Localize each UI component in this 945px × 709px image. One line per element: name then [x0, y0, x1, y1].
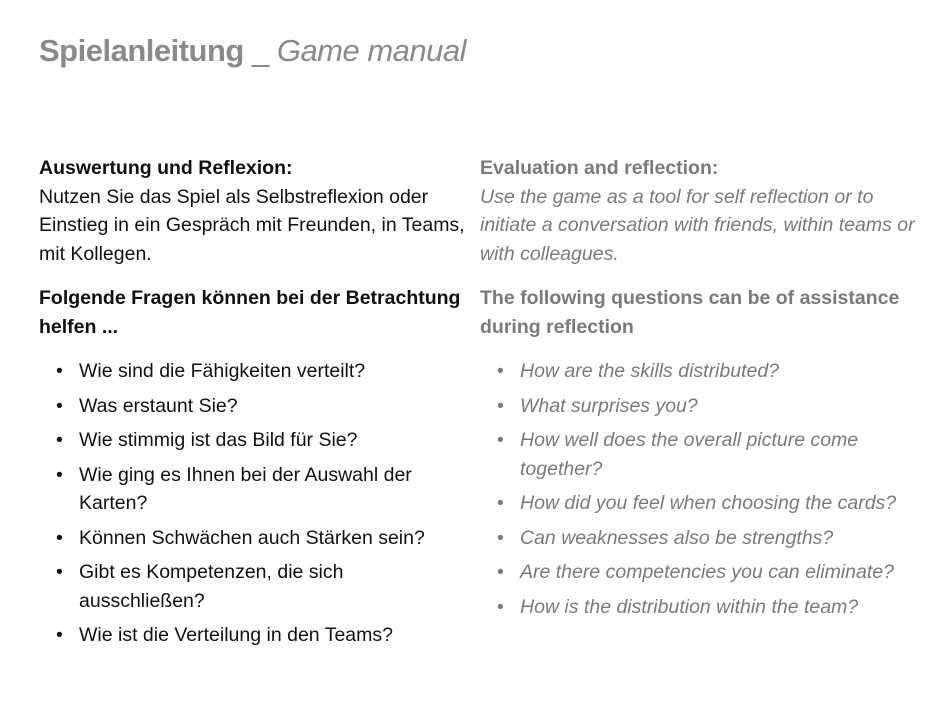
question-item — [480, 558, 920, 587]
english-questions-heading: The following questions can be of assistance during reflection — [480, 287, 900, 338]
title-separator: _ — [243, 33, 277, 68]
german-question-list — [39, 357, 469, 650]
question-item — [39, 357, 469, 386]
english-question-list — [480, 357, 920, 621]
english-evaluation-heading: Evaluation and reflection: — [480, 157, 719, 179]
question-text: How is the distribution within the team? — [520, 595, 859, 618]
german-evaluation-heading: Auswertung und Reflexion: — [39, 157, 293, 179]
german-questions-section — [39, 284, 469, 650]
question-text: Gibt es Kompetenzen, die sich ausschließen? — [79, 561, 344, 612]
german-evaluation-section — [39, 154, 469, 268]
english-evaluation-text: Use the game as a tool for self reflection or to initiate a conversation with friends, within teams or with colleagues. — [480, 185, 915, 265]
question-text: Wie ging es Ihnen bei der Auswahl der Karten? — [79, 463, 412, 514]
german-column — [39, 154, 469, 656]
question-text: How did you feel when choosing the cards? — [520, 492, 897, 514]
question-text: Wie ist die Verteilung in den Teams? — [79, 624, 393, 646]
question-item — [39, 461, 469, 518]
german-evaluation-text: Nutzen Sie das Spiel als Selbstreflexion oder Einstieg in ein Gespräch mit Freunden, in Teams, mit Kollegen. — [39, 185, 465, 265]
bullet-icon: • — [497, 429, 504, 451]
question-item — [39, 426, 469, 455]
question-item — [480, 357, 920, 386]
question-item — [480, 426, 920, 483]
question-item — [39, 621, 469, 650]
bullet-icon: • — [56, 561, 63, 583]
question-text: Can weaknesses also be strengths? — [520, 526, 834, 549]
bullet-icon: • — [56, 360, 63, 382]
question-item — [480, 593, 920, 622]
question-text: Wie sind die Fähigkeiten verteilt? — [79, 360, 366, 382]
bullet-icon: • — [56, 624, 63, 646]
question-item — [480, 489, 920, 518]
question-text: Was erstaunt Sie? — [79, 394, 238, 417]
english-questions-section — [480, 284, 920, 621]
question-item — [39, 558, 469, 615]
german-questions-heading: Folgende Fragen können bei der Betrachtung helfen ... — [39, 287, 461, 338]
question-text: What surprises you? — [520, 394, 698, 417]
bullet-icon: • — [497, 360, 504, 382]
question-text: Können Schwächen auch Stärken sein? — [79, 526, 425, 549]
question-item — [480, 392, 920, 421]
bullet-icon: • — [56, 394, 63, 417]
english-evaluation-section — [480, 154, 920, 268]
bullet-icon: • — [56, 429, 63, 451]
question-item — [39, 524, 469, 553]
bullet-icon: • — [497, 526, 504, 549]
bullet-icon: • — [56, 526, 63, 549]
title-german: Spielanleitung — [39, 33, 244, 68]
question-text: How well does the overall picture come together? — [520, 429, 859, 480]
question-text: How are the skills distributed? — [520, 360, 780, 382]
bullet-icon: • — [497, 595, 504, 618]
question-item — [39, 392, 469, 421]
question-item — [480, 524, 920, 553]
question-text: Wie stimmig ist das Bild für Sie? — [79, 429, 358, 451]
english-column — [480, 154, 920, 627]
bullet-icon: • — [56, 463, 63, 486]
question-text: Are there competencies you can eliminate? — [520, 561, 894, 583]
bullet-icon: • — [497, 394, 504, 417]
title-english: Game manual — [276, 33, 467, 68]
bullet-icon: • — [497, 492, 504, 514]
bullet-icon: • — [497, 561, 504, 583]
page-title — [39, 33, 466, 69]
